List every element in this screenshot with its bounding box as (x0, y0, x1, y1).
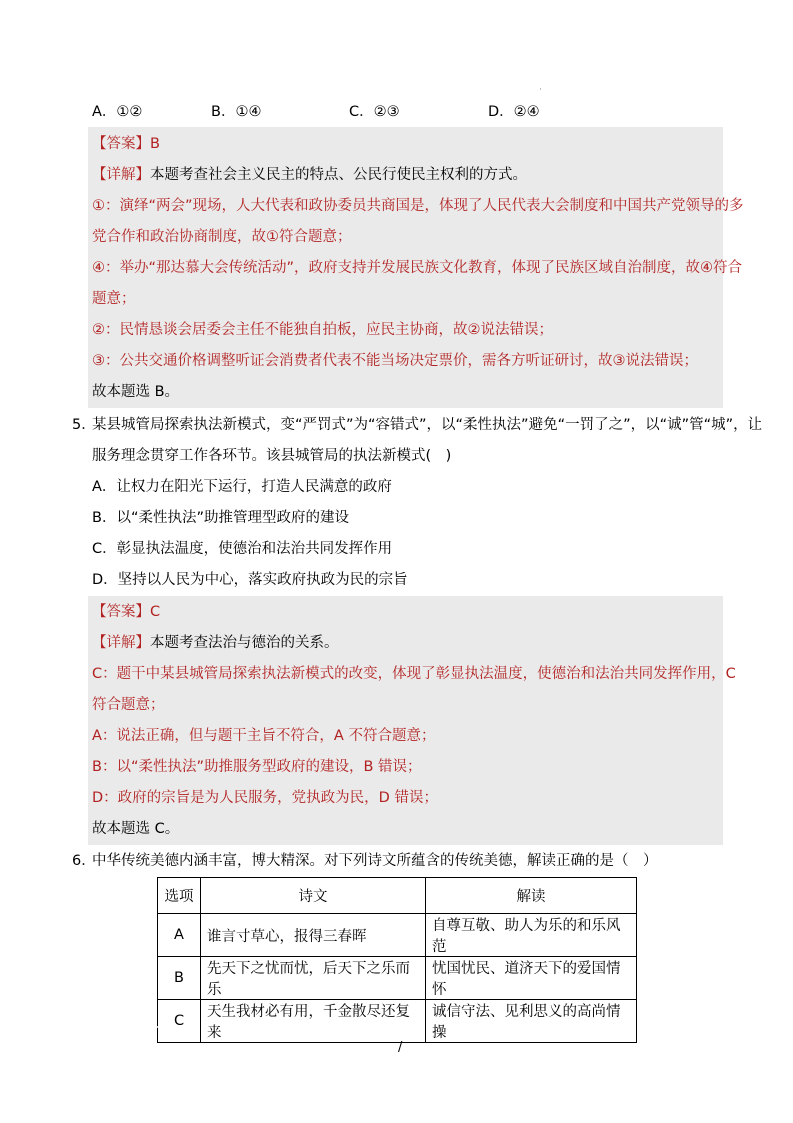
q5-detail (92, 633, 339, 653)
q5-detail-tag: 【详解】 (92, 635, 150, 651)
table-cell-poem: 谁言寸草心，报得三春晖 (201, 914, 426, 957)
q5-stem-2: 服务理念贯穿工作各环节。该县城管局的执法新模式( ) (92, 448, 452, 464)
table-cell-interpretation: 自尊互敬、助人为乐的和乐风范 (426, 914, 637, 957)
q4-option-b: B．①④ (211, 104, 262, 120)
q5-option-d: D．坚持以人民为中心，落实政府执政为民的宗旨 (92, 572, 408, 588)
table-header-interpretation: 解读 (426, 878, 637, 914)
q5-option-b: B．以“柔性执法”助推管理型政府的建设 (92, 510, 349, 526)
q4-explanation-1b: 党合作和政治协商制度，故①符合题意； (92, 229, 352, 245)
q6-number: 6． (72, 853, 96, 869)
q5-option-a: A．让权力在阳光下运行，打造人民满意的政府 (92, 479, 392, 495)
q4-detail-text: 本题考查社会主义民主的特点、公民行使民主权利的方式。 (150, 167, 527, 183)
q5-explanation-a: A：说法正确，但与题干主旨不符合，A 不符合题意； (92, 728, 436, 744)
q5-detail-text: 本题考查法治与德治的关系。 (150, 635, 339, 651)
q6-stem: 中华传统美德内涵丰富，博大精深。对下列诗文所蕴含的传统美德，解读正确的是（ ） (92, 853, 658, 869)
table-cell-poem: 天生我材必有用，千金散尽还复来 (201, 1000, 426, 1043)
q4-conclusion: 故本题选 B。 (92, 384, 180, 400)
q4-option-d: D．②④ (488, 104, 540, 120)
q4-explanation-3: ③：公共交通价格调整听证会消费者代表不能当场决定票价，需各方听证研讨，故③说法错误； (92, 353, 698, 369)
scan-mark (157, 1026, 158, 1028)
q5-conclusion: 故本题选 C。 (92, 821, 180, 837)
q4-explanation-1: ①：演绎“两会”现场，人大代表和政协委员共商国是，体现了人民代表大会制度和中国共产党领导的多 (92, 198, 744, 214)
table-header-row (158, 878, 637, 914)
table-cell-option: A (158, 914, 201, 957)
q5-explanation-c: C：题干中某县城管局探索执法新模式的改变，体现了彰显执法温度，使德治和法治共同发挥作用，C (92, 666, 736, 682)
q4-explanation-2: ②：民情恳谈会居委会主任不能独自拍板，应民主协商，故②说法错误； (92, 322, 553, 338)
q4-explanation-4b: 题意； (92, 291, 136, 307)
page-footer: / (398, 1040, 403, 1055)
scan-mark (540, 88, 541, 90)
q5-answer: 【答案】C (92, 604, 161, 620)
q4-detail-tag: 【详解】 (92, 167, 150, 183)
table-cell-interpretation: 忧国忧民、道济天下的爱国情怀 (426, 957, 637, 1000)
table-row (158, 1000, 637, 1043)
q4-option-a: A．①② (92, 104, 143, 120)
q5-number: 5． (72, 417, 96, 433)
q5-explanation-c2: 符合题意； (92, 697, 165, 713)
q5-explanation-d: D：政府的宗旨是为人民服务，党执政为民，D 错误； (92, 790, 438, 806)
table-header-poem: 诗文 (201, 878, 426, 914)
table-cell-option: C (158, 1000, 201, 1043)
q5-explanation-b: B：以“柔性执法”助推服务型政府的建设，B 错误； (92, 759, 422, 775)
q6-table (157, 877, 637, 1043)
table-row (158, 914, 637, 957)
table-cell-poem: 先天下之忧而忧，后天下之乐而乐 (201, 957, 426, 1000)
table-cell-interpretation: 诚信守法、见利思义的高尚情操 (426, 1000, 637, 1043)
q4-explanation-4: ④：举办“那达慕大会传统活动”，政府支持并发展民族文化教育，体现了民族区域自治制度，故④符合 (92, 260, 743, 276)
table-row (158, 957, 637, 1000)
q5-stem-1: 某县城管局探索执法新模式，变“严罚式”为“容错式”，以“柔性执法”避免“一罚了之”，以“诚”管“城”，让 (92, 417, 763, 433)
q5-option-c: C．彰显执法温度，使德治和法治共同发挥作用 (92, 541, 393, 557)
q4-answer: 【答案】B (92, 136, 160, 152)
q4-detail (92, 165, 527, 185)
table-cell-option: B (158, 957, 201, 1000)
q4-option-c: C．②③ (349, 104, 400, 120)
table-header-option: 选项 (158, 878, 201, 914)
